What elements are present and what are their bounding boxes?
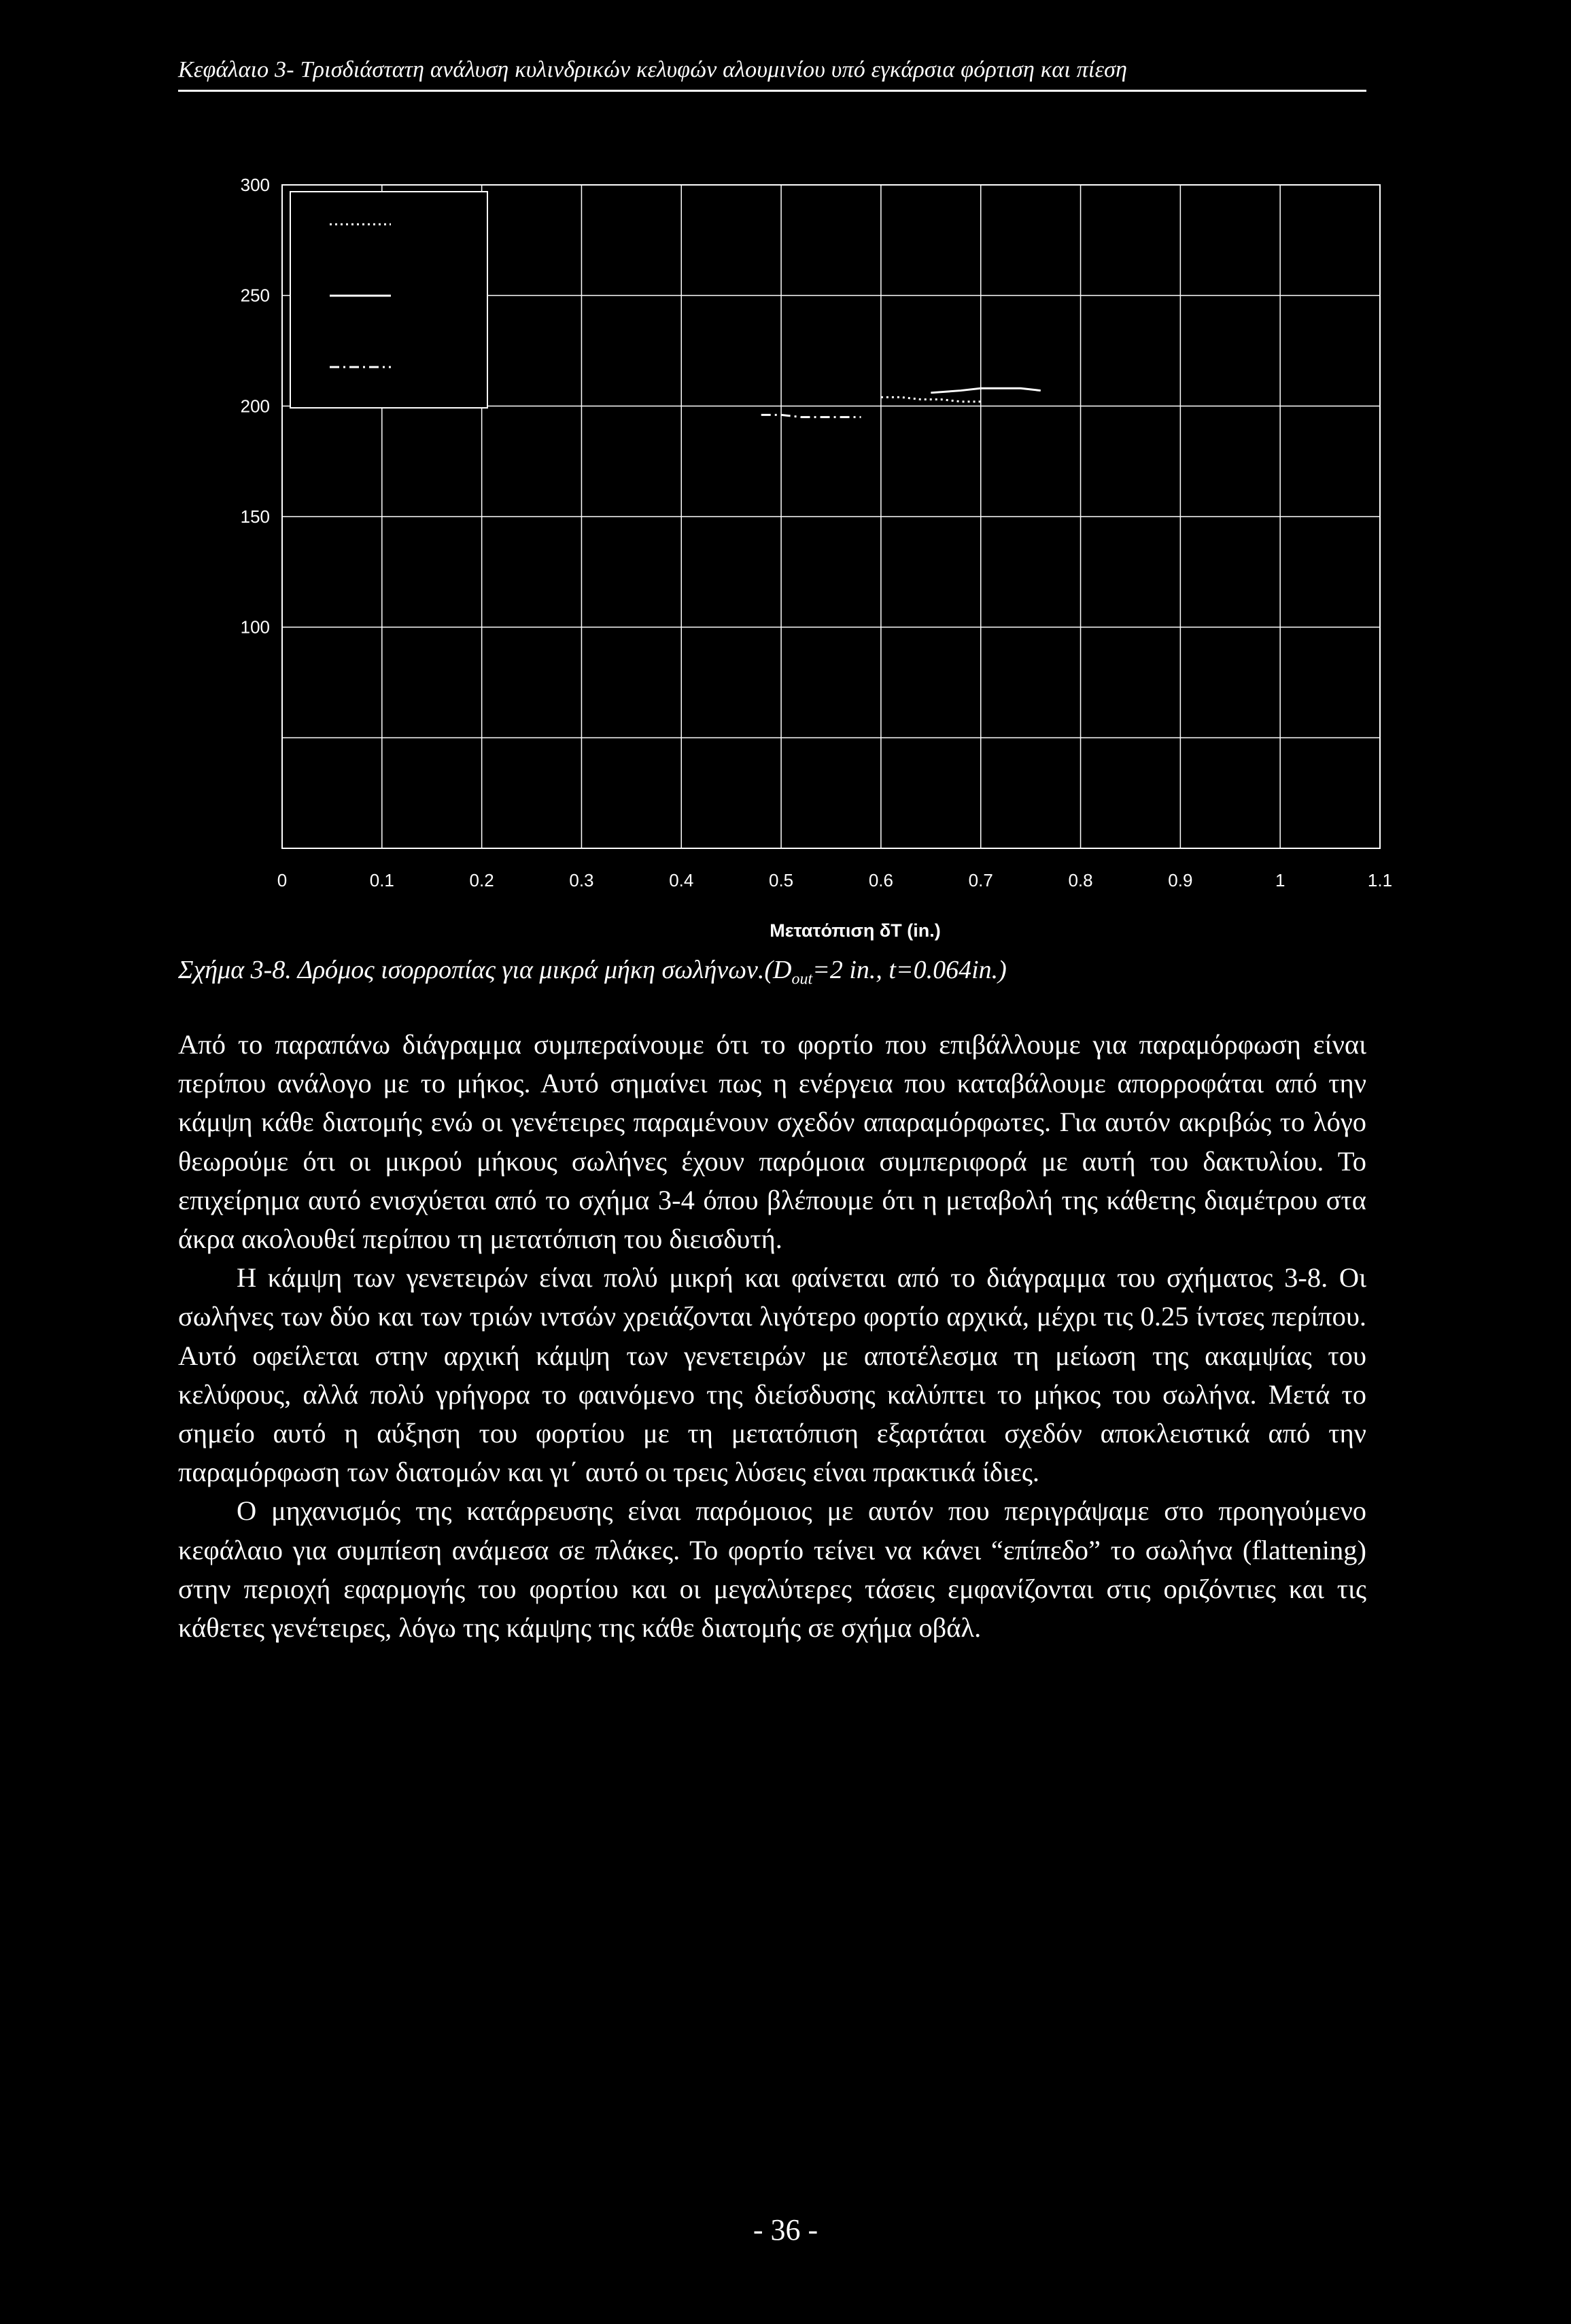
x-tick-label: 0.2 bbox=[469, 870, 494, 890]
load-displacement-chart bbox=[0, 0, 1571, 952]
legend-box bbox=[290, 192, 487, 408]
x-tick-label: 1.1 bbox=[1367, 870, 1393, 890]
series-line bbox=[761, 415, 861, 417]
x-tick-label: 0.3 bbox=[569, 870, 594, 890]
y-tick-label: 300 bbox=[240, 175, 270, 195]
series-line bbox=[881, 397, 981, 402]
chart-series bbox=[761, 388, 1041, 417]
y-tick-label: 200 bbox=[240, 396, 270, 417]
x-tick-label: 0.4 bbox=[669, 870, 694, 890]
x-axis-label: Μετατόπιση δT (in.) bbox=[770, 920, 941, 941]
body-text bbox=[178, 1025, 1366, 1647]
chart-legend bbox=[290, 192, 487, 408]
paragraph: Η κάμψη των γενετειρών είναι πολύ μικρή και φαίνεται από το διάγραμμα του σχήματος 3-8. Οι σωλήνες των δύο και των τριών ιντσών χρειάζονται λιγότερο φορτίο αρχικά, μέχρι τις 0.25 ίντσες περίπου. Αυτό οφείλεται στην αρχική κάμψη των γενετειρών με αποτέλεσμα τη μείωση της ακαμψίας του κελύφους, αλλά πολύ γρήγορα το φαινόμενο της διείσδυσης καλύπτει το μήκος του σωλήνα. Μετά το σημείο αυτό η αύξηση του φορτίου με τη μετατόπιση εξαρτάται σχεδόν αποκλειστικά από την παραμόρφωση των διατομών και γι΄ αυτό οι τρεις λύσεις είναι πρακτικά ίδιες. bbox=[178, 1262, 1366, 1488]
caption-subscript: out bbox=[791, 970, 813, 988]
paragraph: Από το παραπάνω διάγραμμα συμπεραίνουμε ότι το φορτίο που επιβάλλουμε για παραμόρφωση είναι περίπου ανάλογο με το μήκος. Αυτό σημαίνει πως η ενέργεια που καταβάλουμε απορροφάται από την κάμψη κάθε διατομής ενώ οι γενέτειρες παραμένουν σχεδόν απαραμόρφωτες. Για αυτόν ακριβώς το λόγο θεωρούμε ότι οι μικρού μήκους σωλήνες έχουν παρόμοια συμπεριφορά με αυτή του δακτυλίου. Το επιχείρημα αυτό ενισχύεται από το σχήμα 3-4 όπου βλέπουμε ότι η μεταβολή της κάθετης διαμέτρου στα άκρα ακολουθεί περίπου τη μετατόπιση του διεισδυτή. bbox=[178, 1029, 1366, 1255]
running-header: Κεφάλαιο 3- Τρισδιάστατη ανάλυση κυλινδρικών κελυφών αλουμινίου υπό εγκάρσια φόρτιση και πίεση bbox=[178, 57, 1366, 92]
x-tick-label: 0.7 bbox=[968, 870, 993, 890]
x-tick-label: 0 bbox=[277, 870, 288, 890]
paragraph: Ο μηχανισμός της κατάρρευσης είναι παρόμοιος με αυτόν που περιγράψαμε στο προηγούμενο κεφάλαιο για συμπίεση ανάμεσα σε πλάκες. Το φορτίο τείνει να κάνει “επίπεδο” το σωλήνα (flattening) στην περιοχή εφαρμογής του φορτίου και οι μεγαλύτερες τάσεις εμφανίζονται στις οριζόντιες και τις κάθετες γενέτειρες, λόγω της κάμψης της κάθε διατομής σε σχήμα οβάλ. bbox=[178, 1495, 1366, 1644]
caption-text: Σχήμα 3-8. Δρόμος ισορροπίας για μικρά μήκη σωλήνων.(D bbox=[178, 956, 792, 984]
x-tick-label: 0.5 bbox=[769, 870, 794, 890]
page-number: - 36 - bbox=[753, 2213, 818, 2247]
x-tick-label: 0.1 bbox=[369, 870, 394, 890]
figure-caption bbox=[178, 955, 1007, 989]
x-tick-label: 0.8 bbox=[1068, 870, 1093, 890]
y-tick-label: 150 bbox=[240, 506, 270, 527]
x-tick-label: 1 bbox=[1275, 870, 1285, 890]
x-tick-label: 0.6 bbox=[868, 870, 893, 890]
series-line bbox=[931, 388, 1041, 393]
y-tick-label: 250 bbox=[240, 285, 270, 306]
x-tick-label: 0.9 bbox=[1168, 870, 1193, 890]
y-tick-label: 100 bbox=[240, 617, 270, 638]
caption-text-end: =2 in., t=0.064in.) bbox=[812, 956, 1007, 984]
